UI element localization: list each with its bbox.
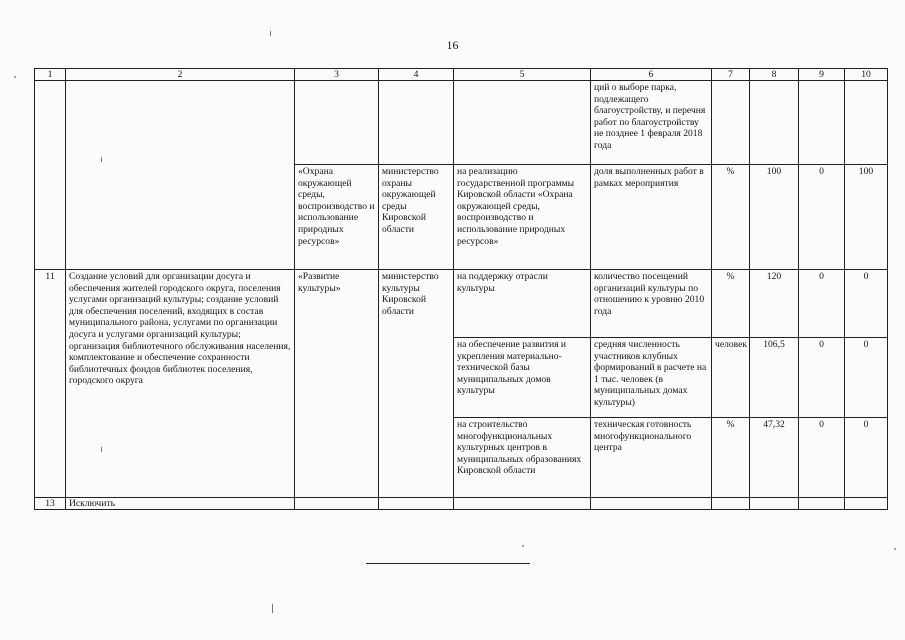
program-cell [295,498,379,510]
indicator-cell: количество посещений организаций культуры по отношению к уровню 2010 года [591,270,712,338]
scan-dot [894,548,896,550]
indicator-cell: ций о выборе парка, подлежащего благоустройству, и перечня работ по благоустройству не позднее 1 февраля 2018 года [591,81,712,165]
scan-mark [270,31,271,36]
value-cell: 0 [845,338,888,418]
value-cell: 120 [750,270,799,338]
description-cell: Исключить [66,498,295,510]
scan-mark [272,604,273,613]
column-number: 7 [712,69,750,81]
value-cell: 106,5 [750,338,799,418]
unit-cell: человек [712,338,750,418]
end-separator-line [366,563,530,564]
purpose-cell [454,81,591,165]
scan-mark [101,447,102,452]
unit-cell [712,498,750,510]
purpose-cell: на реализацию государственной программы Кировской области «Охрана окружающей среды, воспроизводство и использование природных ресурсов» [454,165,591,270]
program-cell [295,81,379,165]
unit-cell: % [712,165,750,270]
value-cell [750,81,799,165]
value-cell: 0 [799,338,845,418]
column-number: 8 [750,69,799,81]
table-row [35,270,888,338]
indicator-cell [591,498,712,510]
value-cell: 0 [845,418,888,498]
value-cell [799,498,845,510]
value-cell: 0 [799,270,845,338]
value-cell [845,498,888,510]
ministry-cell: министерство охраны окружающей среды Кировской области [379,165,454,270]
value-cell [799,81,845,165]
value-cell: 100 [750,165,799,270]
value-cell: 0 [799,165,845,270]
column-number: 1 [35,69,66,81]
scan-dot [522,545,524,547]
unit-cell: % [712,418,750,498]
unit-cell: % [712,270,750,338]
unit-cell [712,81,750,165]
ministry-cell: министерство культуры Кировской области [379,270,454,498]
row-number-cell: 11 [35,270,66,498]
value-cell: 0 [799,418,845,498]
value-cell: 100 [845,165,888,270]
value-cell: 47,32 [750,418,799,498]
page-number: 16 [446,38,459,52]
row-number-cell [35,81,66,270]
program-table [34,68,888,510]
description-cell [66,81,295,270]
scan-mark [101,157,102,162]
table-row [35,498,888,510]
table-row [35,81,888,165]
value-cell: 0 [845,270,888,338]
purpose-cell: на обеспечение развития и укрепления материально-технической базы муниципальных домов культуры [454,338,591,418]
purpose-cell [454,498,591,510]
value-cell [845,81,888,165]
value-cell [750,498,799,510]
purpose-cell: на поддержку отрасли культуры [454,270,591,338]
ministry-cell [379,81,454,165]
column-number: 5 [454,69,591,81]
indicator-cell: техническая готовность многофункционального центра [591,418,712,498]
column-number-row [35,69,888,81]
indicator-cell: доля выполненных работ в рамках мероприятия [591,165,712,270]
program-cell: «Развитие культуры» [295,270,379,498]
ministry-cell [379,498,454,510]
row-number-cell: 13 [35,498,66,510]
column-number: 10 [845,69,888,81]
column-number: 6 [591,69,712,81]
description-cell: Создание условий для организации досуга и обеспечения жителей городского округа, поселения услугами организаций культуры; создание условий для обеспечения поселений, входящих в состав муниципального района, услугами по организации досуга и услугами организаций культуры; организация библиотечного обслуживания населения, комплектование и обеспечение сохранности библиотечных фондов библиотек поселения, городского округа [66,270,295,498]
column-number: 3 [295,69,379,81]
indicator-cell: средняя численность участников клубных формирований в расчете на 1 тыс. человек (в муниципальных домах культуры) [591,338,712,418]
column-number: 2 [66,69,295,81]
scan-dot [14,76,16,78]
column-number: 9 [799,69,845,81]
column-number: 4 [379,69,454,81]
program-cell: «Охрана окружающей среды, воспроизводство и использование природных ресурсов» [295,165,379,270]
purpose-cell: на строительство многофункциональных культурных центров в муниципальных образованиях Кировской области [454,418,591,498]
